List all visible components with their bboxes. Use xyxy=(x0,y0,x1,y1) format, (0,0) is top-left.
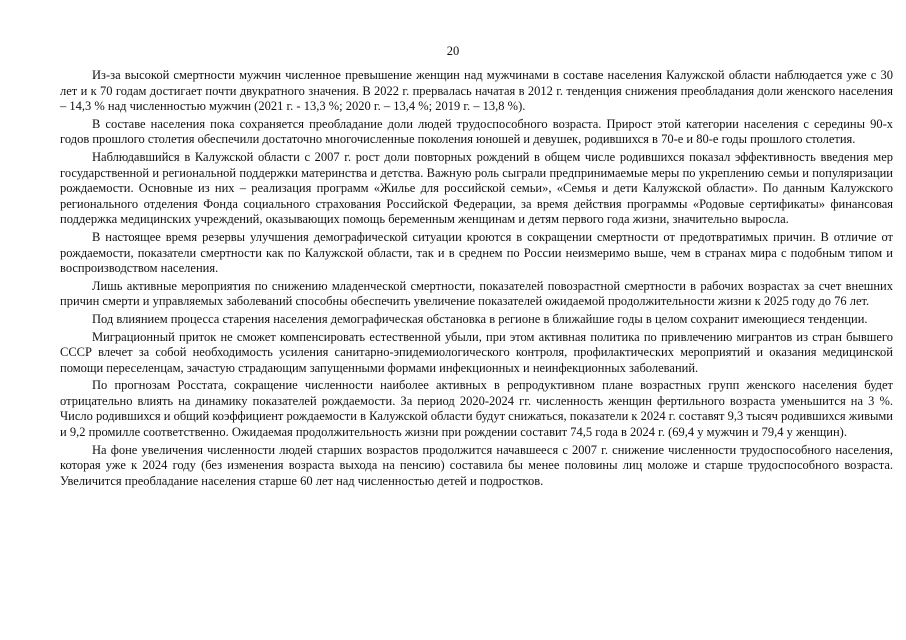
paragraph-2: В составе населения пока сохраняется преобладание доли людей трудоспособного возраста. Прирост этой категории населения с середины 90-х годов прошлого столетия обеспечили достаточно многочисленные поколения юношей и девушек, родившихся в 70-е и 80-е годы прошлого столетия. xyxy=(60,116,893,147)
paragraph-5: Лишь активные мероприятия по снижению младенческой смертности, показателей повозрастной смертности в рабочих возрастах за счет внешних причин смерти и управляемых заболеваний способны обеспечить увеличение показателей ожидаемой продолжительности жизни к 2025 году до 76 лет. xyxy=(60,278,893,309)
paragraph-9: На фоне увеличения численности людей старших возрастов продолжится начавшееся с 2007 г. снижение численности трудоспособного населения, которая уже к 2024 году (без изменения возраста выхода на пенсию) составила бы менее половины лиц моложе и старше трудоспособного возраста. Увеличится преобладание населения старше 60 лет над численностью детей и подростков. xyxy=(60,442,893,488)
document-body xyxy=(60,68,893,491)
paragraph-1: Из-за высокой смертности мужчин численное превышение женщин над мужчинами в составе населения Калужской области наблюдается уже с 30 лет и к 70 годам достигает почти двукратного значения. В 2022 г. прервалась начатая в 2012 г. тенденция снижения преобладания доли женского населения – 14,3 % над численностью мужчин (2021 г. - 13,3 %; 2020 г. – 13,4 %; 2019 г. – 13,8 %). xyxy=(60,68,893,114)
paragraph-3: Наблюдавшийся в Калужской области с 2007 г. рост доли повторных рождений в общем числе родившихся показал эффективность введения мер государственной и региональной поддержки материнства и детства. Важную роль сыграли предпринимаемые меры по укреплению семьи и популяризации рождаемости. Основные из них – реализация программ «Жилье для российской семьи», «Семья и дети Калужской области». По данным Калужского регионального отделения Фонда социального страхования Российской Федерации, за время действия программы «Родовые сертификаты» финансовая поддержка медицинских учреждений, оказывающих помощь беременным женщинам и детям первого года жизни, значительно выросла. xyxy=(60,149,893,227)
paragraph-6: Под влиянием процесса старения населения демографическая обстановка в регионе в ближайшие годы в целом сохранит имеющиеся тенденции. xyxy=(92,311,868,326)
paragraph-7: Миграционный приток не сможет компенсировать естественной убыли, при этом активная политика по привлечению мигрантов из стран бывшего СССР влечет за собой необходимость усиления санитарно-эпидемиологического контроля, профилактических мероприятий и оказания медицинской помощи переселенцам, зачастую страдающим запущенными формами инфекционных и неинфекционных заболеваний. xyxy=(60,329,893,375)
paragraph-4: В настоящее время резервы улучшения демографической ситуации кроются в сокращении смертности от предотвратимых причин. В отличие от рождаемости, показатели смертности как по Калужской области, так и в среднем по России неизмеримо выше, чем в странах мира с подобным типом и воспроизводством населения. xyxy=(60,229,893,276)
page-number: 20 xyxy=(446,44,460,58)
paragraph-8: По прогнозам Росстата, сокращение численности наиболее активных в репродуктивном плане возрастных групп женского населения будет отрицательно влиять на динамику показателей рождаемости. За период 2020-2024 гг. численность женщин фертильного возраста уменьшится на 3 %. Число родившихся и общий коэффициент рождаемости в Калужской области будут снижаться, показатели к 2024 г. составят 9,3 тысяч родившихся живыми и 9,2 промилле соответственно. Ожидаемая продолжительность жизни при рождении составит 74,5 года в 2024 г. (69,4 у мужчин и 79,4 у женщин). xyxy=(60,378,893,440)
